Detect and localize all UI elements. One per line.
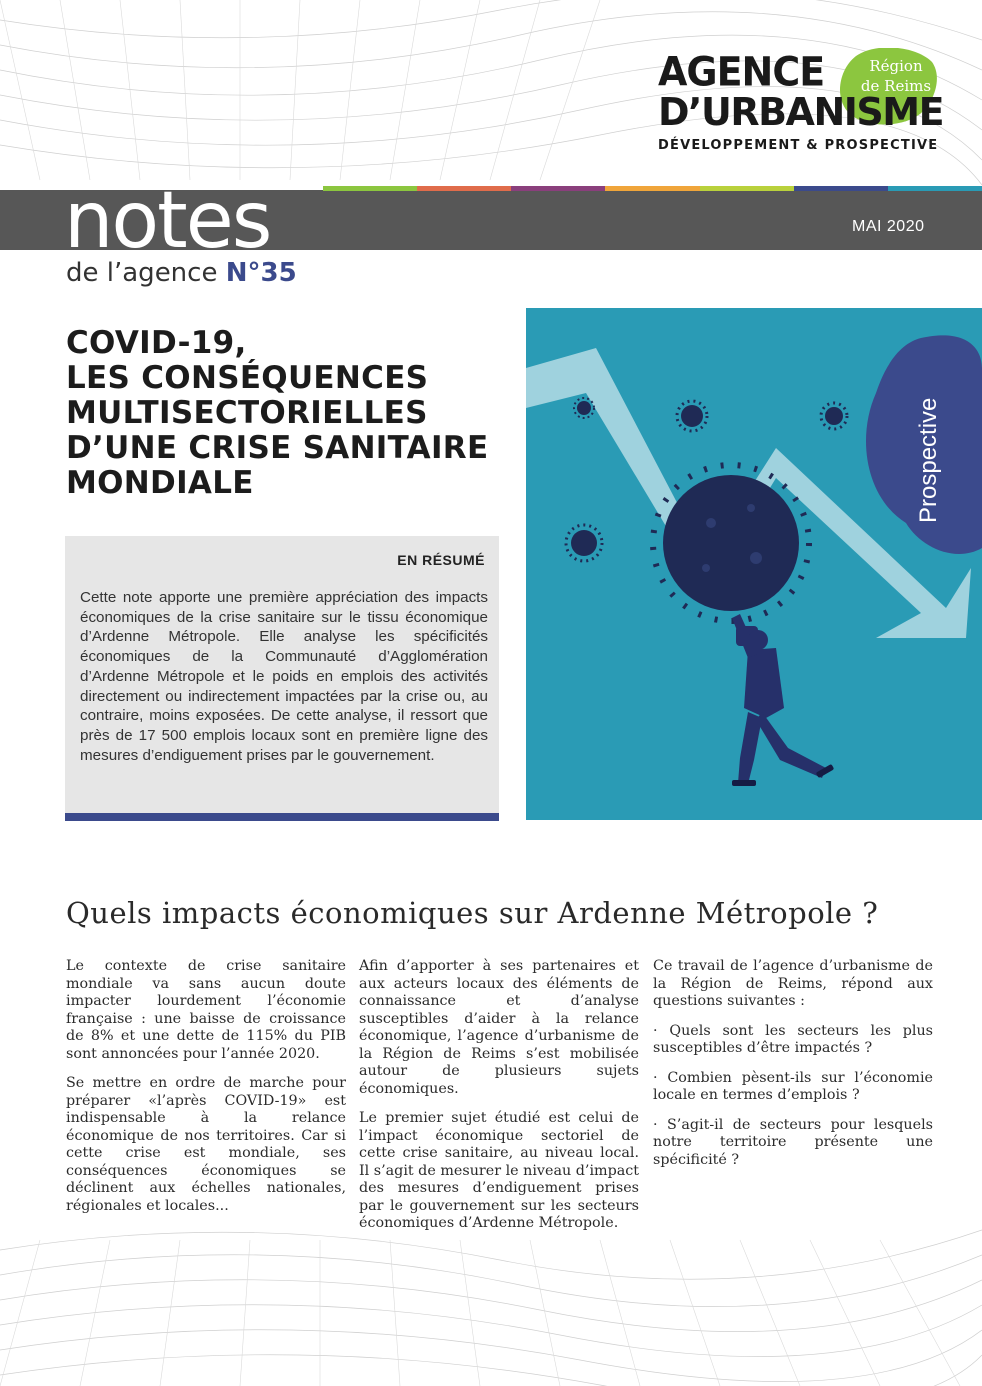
color-strip-segment: [794, 186, 888, 191]
summary-box: [65, 536, 499, 814]
page-title: [66, 326, 506, 501]
logo-line2: D’URBANISME: [658, 90, 944, 134]
text-column-2: [359, 958, 639, 1245]
title-line: MONDIALE: [66, 465, 254, 501]
text-column-3: [653, 958, 933, 1181]
paragraph: Le contexte de crise sanitaire mondiale va sans aucun doute impacter lourdement l’économie française : une baisse de croissance de 8% et une dette de 115% du PIB sont annoncées pour l’année 2020.: [66, 958, 346, 1062]
title-line: LES CONSÉQUENCES: [66, 360, 429, 396]
color-strip-segment: [323, 186, 417, 191]
issue-date: MAI 2020: [852, 218, 925, 235]
question-item: · Combien pèsent-ils sur l’économie locale en termes d’emplois ?: [653, 1069, 933, 1103]
logo-region-line2: de Reims: [860, 77, 932, 95]
paragraph: Ce travail de l’agence d’urbanisme de la Région de Reims, répond aux questions suivantes :: [653, 958, 933, 1009]
color-strip-segment: [511, 186, 605, 191]
covid-illustration: [526, 308, 982, 820]
paragraph: Se mettre en ordre de marche pour préparer «l’après COVID-19» est indispensable à la relance économique de nos territoires. Car si cette crise est mondiale, ses conséquences économiques se déclinent aux échelles nationales, régionales et locales...: [66, 1075, 346, 1214]
logo-tagline: DÉVELOPPEMENT & PROSPECTIVE: [658, 138, 939, 153]
issue-subtitle-text: de l’agence: [66, 258, 218, 288]
color-strip-segment: [700, 186, 794, 191]
summary-heading: EN RÉSUMÉ: [397, 552, 485, 568]
paragraph: Le premier sujet étudié est celui de l’impact économique sectoriel de cette crise sanitaire, au niveau local. Il s’agit de mesurer le niveau d’impact des mesures d’endiguement prises par le gouvernement sur les secteurs économiques d’Ardenne Métropole.: [359, 1110, 640, 1231]
summary-text: Cette note apporte une première appréciation des impacts économiques de la crise sanitaire sur le tissu économique d’Ardenne Métropole. Elle analyse les spécificités économiques de la Communauté d’Agglomération d’Ardenne Métropole et le poids en emplois des activités directement ou indirectement impactées par la crise ou, au contraire, moins exposées. De cette analyse, il ressort que près de 17 500 emplois locaux sont en première ligne des mesures d’endiguement prises par le gouvernement.: [80, 589, 488, 764]
color-strip-segment: [417, 186, 511, 191]
logo-line1: AGENCE: [658, 48, 825, 96]
agency-logo: [656, 48, 956, 158]
color-strip: [323, 186, 982, 191]
prospective-badge-label: Prospective: [915, 397, 942, 523]
summary-underline: [65, 813, 499, 821]
title-line: COVID-19,: [66, 325, 247, 361]
question-item: · S’agit-il de secteurs pour lesquels notre territoire présente une spécificité ?: [653, 1116, 933, 1168]
logo-region-line1: Région: [869, 57, 923, 75]
section-heading: Quels impacts économiques sur Ardenne Métropole ?: [66, 896, 879, 930]
question-item: · Quels sont les secteurs les plus susceptibles d’être impactés ?: [653, 1022, 933, 1056]
text-column-1: [66, 958, 346, 1227]
issue-number: N°35: [225, 258, 297, 288]
color-strip-segment: [888, 186, 982, 191]
issue-subtitle: [66, 258, 297, 288]
paragraph: Afin d’apporter à ses partenaires et aux acteurs locaux des éléments de connaissance et d’analyse susceptibles d’aider à la relance économique, l’agence d’urbanisme de la Région de Reims s’est mobilisée autour de plusieurs sujets économiques.: [359, 958, 639, 1097]
color-strip-segment: [605, 186, 699, 191]
notes-wordmark: notes: [64, 176, 271, 266]
title-line: MULTISECTORIELLES: [66, 395, 428, 431]
title-line: D’UNE CRISE SANITAIRE: [66, 430, 489, 466]
